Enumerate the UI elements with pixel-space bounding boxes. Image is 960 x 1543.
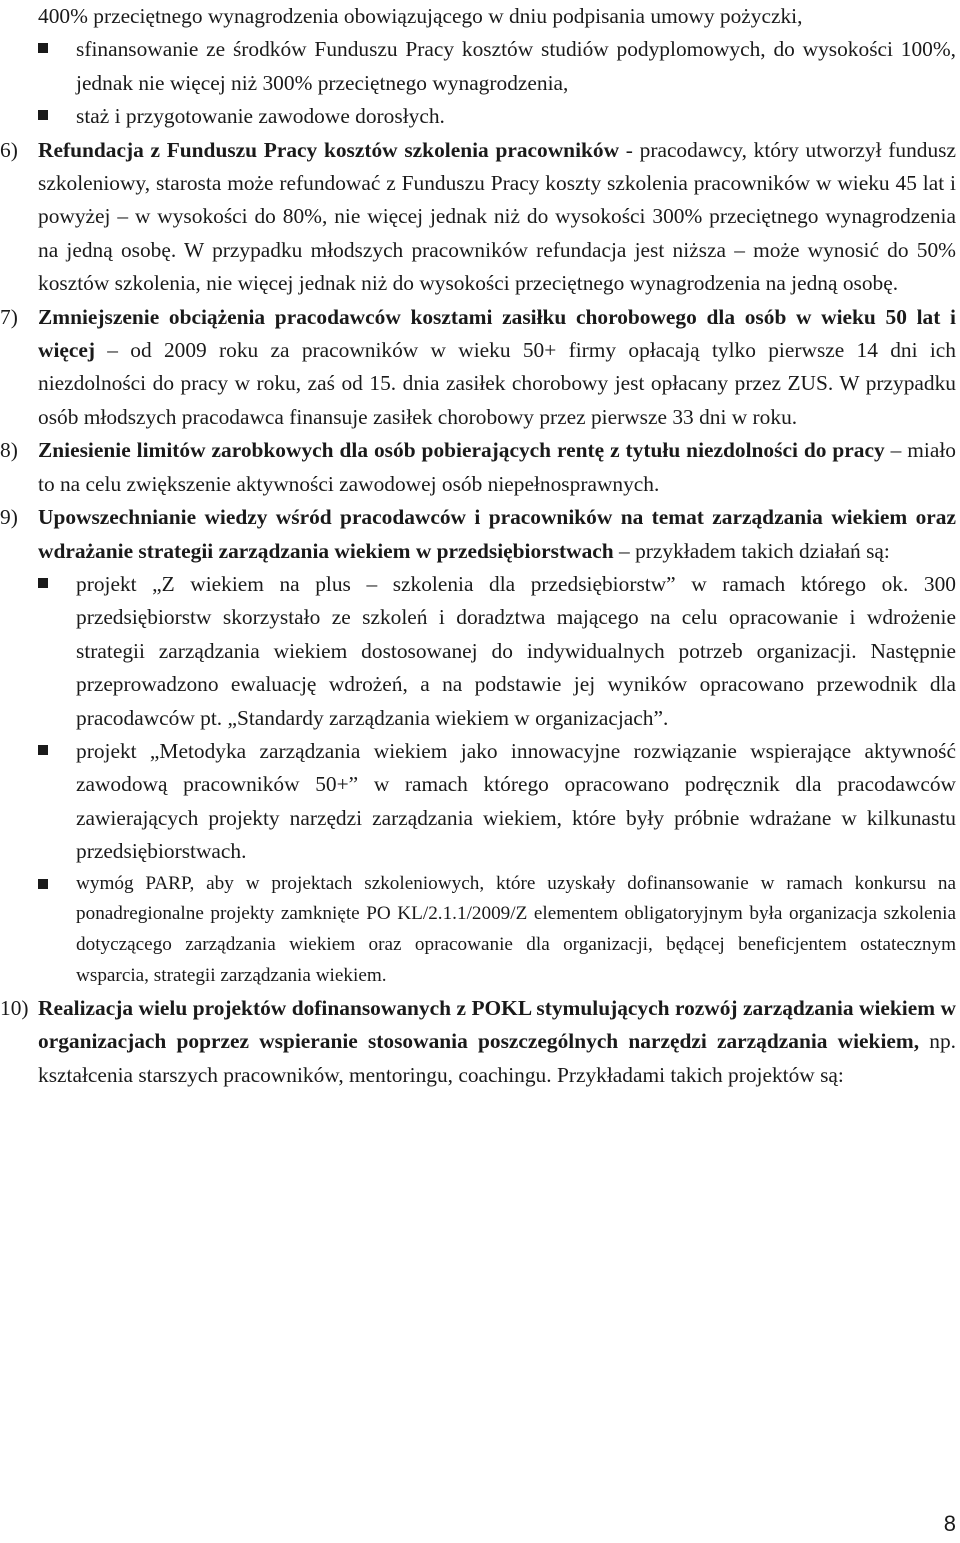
square-bullet-icon: [38, 43, 48, 53]
intro-bullet-text: staż i przygotowanie zawodowe dorosłych.: [76, 104, 445, 129]
intro-bullet: [0, 33, 956, 100]
square-bullet-icon: [38, 110, 48, 120]
item-heading: Zmniejszenie obciążenia pracodawców kosztami zasiłku chorobowego dla osób w wieku 50 lat i więcej: [38, 304, 956, 363]
intro-continuation: 400% przeciętnego wynagrodzenia obowiązującego w dniu podpisania umowy pożyczki,: [38, 4, 803, 28]
item-number: 10): [0, 995, 29, 1020]
item-text: – miało to na celu zwiększenie aktywności zawodowej osób niepełnosprawnych.: [38, 438, 956, 496]
square-bullet-icon: [38, 578, 48, 588]
item9-bullet: [0, 568, 956, 735]
intro-bullet: [0, 100, 956, 133]
square-bullet-icon: [38, 745, 48, 755]
item9-bullet-text: projekt „Metodyka zarządzania wiekiem jako innowacyjne rozwiązanie wspierające aktywność zawodową pracowników 50+” w ramach którego opracowano podręcznik dla pracodawców zawierających projekty narzędzi zarządzania wiekiem, które były próbnie wdrażane w kilkunastu przedsiębiorstwach.: [76, 738, 956, 864]
square-bullet-icon: [38, 879, 48, 889]
item9-bullet-text: wymóg PARP, aby w projektach szkoleniowych, które uzyskały dofinansowanie w ramach konkursu na ponadregionalne projekty zamknięte PO KL/2.1.1/2009/Z elementem obligatoryjnym była organizacja szkolenia dotyczącego zarządzania wiekiem oraz opracowanie dla organizacji, będącej beneficjentem ostatecznym wsparcia, strategii zarządzania wiekiem.: [76, 872, 956, 986]
list-item-9: [0, 501, 956, 568]
item-text: – przykładem takich działań są:: [613, 538, 890, 563]
list-item-7: [0, 301, 956, 435]
intro-bullet-text: sfinansowanie ze środków Funduszu Pracy kosztów studiów podyplomowych, do wysokości 100%, jednak nie więcej niż 300% przeciętnego wynagrodzenia,: [76, 37, 956, 95]
item-number: 9): [0, 505, 18, 530]
item-text: np. kształcenia starszych pracowników, mentoringu, coachingu. Przykładami takich projektów są:: [38, 1029, 956, 1087]
item-text: - pracodawcy, który utworzył fundusz szkoleniowy, starosta może refundować z Funduszu Pracy koszty szkolenia pracowników w wieku 45 lat i powyżej – w wysokości do 80%, nie więcej jednak niż do wysokości 300% przeciętnego wynagrodzenia na jedną osobę. W przypadku młodszych pracowników refundacja jest niższa – może wynosić do 50% kosztów szkolenia, nie więcej jednak niż do wysokości przeciętnego wynagrodzenia na jedną osobę.: [38, 137, 956, 296]
list-item-6: [0, 134, 956, 301]
item9-bullet-small: [0, 869, 956, 992]
item-number: 6): [0, 137, 18, 162]
item-heading: Refundacja z Funduszu Pracy kosztów szkolenia pracowników: [38, 137, 620, 162]
item9-bullet-text: projekt „Z wiekiem na plus – szkolenia dla przedsiębiorstw” w ramach którego ok. 300 przedsiębiorstw skorzystało ze szkoleń i doradztwa mającego na celu opracowanie i wdrożenie strategii zarządzania wiekiem dostosowanej do indywidualnych potrzeb organizacji. Następnie przeprowadzono ewaluację wdrożeń, a na podstawie jej wyników opracowano przewodnik dla pracodawców pt. „Standardy zarządzania wiekiem w organizacjach”.: [76, 571, 956, 730]
item-heading: Upowszechnianie wiedzy wśród pracodawców i pracowników na temat zarządzania wiekiem oraz wdrażanie strategii zarządzania wiekiem w przedsiębiorstwach: [38, 505, 956, 563]
page-number: 8: [943, 1511, 956, 1536]
list-item-10: [0, 992, 956, 1092]
item-number: 7): [0, 304, 18, 329]
item-text: – od 2009 roku za pracowników w wieku 50+ firmy opłacają tylko pierwsze 14 dni ich niezdolności do pracy w roku, zaś od 15. dnia zasiłek chorobowy jest opłacany przez ZUS. W przypadku osób młodszych pracodawca finansuje zasiłek chorobowy przez pierwsze 33 dni w roku.: [38, 338, 956, 429]
item-heading: Zniesienie limitów zarobkowych dla osób pobierających rentę z tytułu niezdolności do pracy: [38, 438, 885, 463]
item-number: 8): [0, 438, 18, 463]
item-heading: Realizacja wielu projektów dofinansowanych z POKL stymulujących rozwój zarządzania wiekiem w organizacjach poprzez wspieranie stosowania poszczególnych narzędzi zarządzania wiekiem,: [38, 995, 956, 1054]
list-item-8: [0, 434, 956, 501]
item9-bullet: [0, 735, 956, 869]
